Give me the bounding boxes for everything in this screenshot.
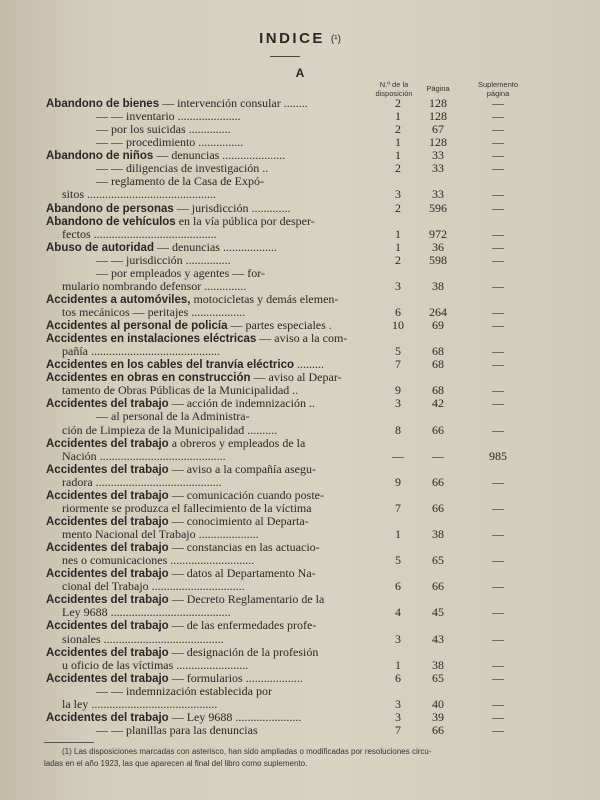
index-row bbox=[0, 149, 600, 162]
entry-detail: — intervención consular ........ bbox=[159, 96, 308, 110]
title-text: INDICE bbox=[259, 30, 325, 47]
page-number: 67 bbox=[432, 122, 444, 137]
supplement-page: — bbox=[492, 709, 504, 724]
supplement-page: — bbox=[492, 396, 504, 411]
supplement-page: 985 bbox=[489, 448, 507, 463]
entry-detail: radora .......................................... bbox=[62, 474, 222, 489]
disposicion-number: 3 bbox=[395, 278, 401, 293]
disposicion-number: 5 bbox=[395, 344, 401, 359]
entry-detail: — por los suicidas .............. bbox=[96, 122, 231, 137]
entry-detail: la ley .......................................... bbox=[62, 696, 218, 711]
index-row bbox=[0, 672, 600, 685]
disposicion-number: 1 bbox=[395, 657, 401, 672]
disposicion-number: 3 bbox=[395, 696, 401, 711]
index-row bbox=[0, 280, 600, 293]
supplement-page: — bbox=[492, 109, 504, 124]
supplement-page: — bbox=[492, 148, 504, 163]
index-row bbox=[0, 489, 600, 502]
entry-detail: — denuncias .................. bbox=[153, 239, 277, 254]
disposicion-number: 1 bbox=[395, 109, 401, 124]
supplement-page: — bbox=[492, 579, 504, 594]
disposicion-number: 6 bbox=[395, 579, 401, 594]
disposicion-number: 2 bbox=[395, 252, 401, 267]
column-header-line: página bbox=[486, 89, 510, 98]
supplement-page: — bbox=[492, 96, 504, 110]
entry-detail: — designación de la profesión bbox=[168, 644, 319, 659]
disposicion-number: 7 bbox=[395, 722, 401, 737]
page-number: — bbox=[432, 448, 444, 463]
index-row bbox=[0, 228, 600, 241]
entry-detail: tamento de Obras Públicas de la Municipalidad .. bbox=[62, 383, 299, 398]
supplement-page: — bbox=[492, 722, 504, 737]
entry-text bbox=[62, 280, 246, 293]
page-number: 68 bbox=[432, 344, 444, 359]
entry-detail: — — procedimiento ............... bbox=[96, 135, 244, 150]
entry-detail: — Ley 9688 ...................... bbox=[168, 709, 302, 724]
index-row bbox=[0, 110, 600, 123]
entry-detail: riormente se produzca el fallecimiento de la víctima bbox=[62, 500, 312, 515]
disposicion-number: 7 bbox=[395, 500, 401, 515]
index-row bbox=[0, 162, 600, 175]
entry-text bbox=[62, 580, 245, 593]
page-number: 33 bbox=[432, 187, 444, 202]
page-number: 128 bbox=[429, 96, 447, 110]
entry-detail: Nación .......................................... bbox=[62, 448, 226, 463]
page-number: 45 bbox=[432, 605, 444, 620]
index-row bbox=[0, 293, 600, 306]
entry-text bbox=[96, 123, 231, 136]
entry-heading: Accidentes del trabajo bbox=[46, 568, 169, 581]
entry-detail: sitos ........................................... bbox=[62, 187, 217, 202]
entry-detail: ......... bbox=[294, 357, 324, 372]
index-row bbox=[0, 254, 600, 267]
disposicion-number: 3 bbox=[395, 631, 401, 646]
entry-detail: ción de Limpieza de la Municipalidad .......... bbox=[62, 422, 278, 437]
entry-text bbox=[96, 254, 231, 267]
entry-detail: — jurisdicción ............. bbox=[173, 200, 291, 215]
entry-detail: — — diligencias de investigación .. bbox=[96, 161, 269, 176]
entry-detail: sionales ........................................ bbox=[62, 631, 224, 646]
entry-heading: Accidentes del trabajo bbox=[46, 594, 169, 607]
title-footnote-marker: (¹) bbox=[330, 34, 341, 45]
page-number: 66 bbox=[432, 579, 444, 594]
index-row bbox=[0, 541, 600, 554]
entry-detail: — — planillas para las denuncias bbox=[96, 722, 258, 737]
entry-heading: Abuso de autoridad bbox=[46, 241, 154, 254]
column-header-line: disposición bbox=[375, 89, 413, 98]
supplement-page: — bbox=[492, 226, 504, 241]
entry-detail: cional del Trabajo ............................... bbox=[62, 579, 245, 594]
index-row bbox=[0, 123, 600, 136]
disposicion-number: 8 bbox=[395, 422, 401, 437]
entry-text bbox=[96, 162, 268, 175]
disposicion-number: 5 bbox=[395, 553, 401, 568]
supplement-page: — bbox=[492, 252, 504, 267]
entry-detail: — — jurisdicción ............... bbox=[96, 252, 231, 267]
page-number: 40 bbox=[432, 696, 444, 711]
entry-text bbox=[62, 606, 231, 619]
entry-heading: Accidentes del trabajo bbox=[46, 620, 169, 633]
disposicion-number: 1 bbox=[395, 226, 401, 241]
index-row bbox=[0, 424, 600, 437]
supplement-page: — bbox=[492, 161, 504, 176]
entry-heading: Accidentes en instalaciones eléctricas bbox=[46, 333, 257, 346]
entry-text bbox=[62, 554, 254, 567]
supplement-page: — bbox=[492, 135, 504, 150]
entry-detail: en la vía pública por desper- bbox=[175, 213, 315, 228]
supplement-page: — bbox=[492, 631, 504, 646]
disposicion-number: 4 bbox=[395, 605, 401, 620]
entry-heading: Accidentes del trabajo bbox=[46, 398, 169, 411]
page-number: 65 bbox=[432, 553, 444, 568]
supplement-page: — bbox=[492, 344, 504, 359]
entry-detail: — al personal de la Administra- bbox=[96, 409, 250, 424]
disposicion-number: 1 bbox=[395, 527, 401, 541]
entry-detail: — — inventario ..................... bbox=[96, 109, 241, 124]
supplement-page: — bbox=[492, 422, 504, 437]
index-row bbox=[0, 685, 600, 698]
index-row bbox=[0, 580, 600, 593]
entry-detail: — comunicación cuando poste- bbox=[168, 487, 325, 502]
page-number: 38 bbox=[432, 657, 444, 672]
index-row bbox=[0, 450, 600, 463]
entry-detail: — de las enfermedades profe- bbox=[168, 618, 317, 633]
entry-text bbox=[96, 685, 272, 698]
disposicion-number: 6 bbox=[395, 305, 401, 319]
entry-heading: Accidentes del trabajo bbox=[46, 542, 169, 554]
page-number: 68 bbox=[432, 383, 444, 398]
page-number: 972 bbox=[429, 226, 447, 241]
disposicion-number: 1 bbox=[395, 135, 401, 150]
page-number: 598 bbox=[429, 252, 447, 267]
entry-text bbox=[62, 384, 298, 397]
footnote-rule bbox=[44, 742, 94, 743]
entry-detail: mulario nombrando defensor .............. bbox=[62, 278, 247, 293]
entry-detail: — aviso a la com- bbox=[256, 331, 348, 346]
disposicion-number: 9 bbox=[395, 474, 401, 489]
entry-heading: Abandono de bienes bbox=[46, 98, 160, 110]
supplement-page: — bbox=[492, 696, 504, 711]
disposicion-number: 7 bbox=[395, 357, 401, 372]
entry-heading: Accidentes del trabajo bbox=[46, 711, 169, 724]
index-row bbox=[0, 646, 600, 659]
entry-text bbox=[96, 410, 250, 423]
entry-heading: Abandono de niños bbox=[46, 150, 154, 163]
entry-heading: Accidentes del trabajo bbox=[46, 672, 169, 685]
entry-detail: pañía ........................................... bbox=[62, 344, 220, 359]
disposicion-number: 2 bbox=[395, 122, 401, 137]
disposicion-number: 6 bbox=[395, 670, 401, 685]
page-number: 38 bbox=[432, 278, 444, 293]
supplement-page: — bbox=[492, 383, 504, 398]
supplement-page: — bbox=[492, 474, 504, 489]
entry-detail: — reglamento de la Casa de Expó- bbox=[96, 174, 264, 189]
entry-text bbox=[62, 424, 277, 437]
entry-heading: Accidentes del trabajo bbox=[46, 515, 169, 528]
footnote bbox=[44, 746, 564, 770]
entry-detail: Ley 9688 ........................................ bbox=[62, 605, 231, 620]
page-number: 66 bbox=[432, 500, 444, 515]
index-row bbox=[0, 358, 600, 371]
entry-heading: Accidentes a automóviles, bbox=[46, 293, 191, 306]
index-row bbox=[0, 397, 600, 410]
supplement-page: — bbox=[492, 527, 504, 541]
entry-heading: Accidentes del trabajo bbox=[46, 489, 169, 502]
index-row bbox=[0, 136, 600, 149]
supplement-page: — bbox=[492, 357, 504, 372]
column-header-line: Página bbox=[426, 84, 450, 93]
column-header-line: Suplemento bbox=[477, 80, 519, 89]
page-number: 69 bbox=[432, 318, 444, 332]
supplement-page: — bbox=[492, 670, 504, 685]
entry-detail: — denuncias ..................... bbox=[153, 148, 286, 163]
disposicion-number: 3 bbox=[395, 709, 401, 724]
entry-detail: fectos ......................................... bbox=[62, 226, 217, 241]
index-row bbox=[0, 319, 600, 332]
index-row bbox=[0, 384, 600, 397]
entry-detail: motocicletas y demás elemen- bbox=[190, 291, 339, 306]
supplement-page: — bbox=[492, 187, 504, 202]
page-number: 42 bbox=[432, 396, 444, 411]
entry-heading: Abandono de personas bbox=[46, 202, 174, 215]
supplement-page: — bbox=[492, 657, 504, 672]
disposicion-number: 2 bbox=[395, 161, 401, 176]
supplement-page: — bbox=[492, 278, 504, 293]
entry-detail: nes o comunicaciones ............................ bbox=[62, 553, 255, 568]
disposicion-number: 3 bbox=[395, 187, 401, 202]
page-number: 66 bbox=[432, 722, 444, 737]
entry-heading: Accidentes en obras en construcción bbox=[46, 372, 251, 385]
entry-detail: — formularios ................... bbox=[168, 670, 303, 685]
entry-text bbox=[62, 228, 217, 241]
index-row bbox=[0, 345, 600, 358]
page-number: 38 bbox=[432, 527, 444, 541]
supplement-page: — bbox=[492, 318, 504, 332]
entry-text bbox=[96, 724, 258, 737]
supplement-page: — bbox=[492, 239, 504, 254]
entry-detail: — conocimiento al Departa- bbox=[168, 513, 309, 528]
column-header-line: N.º de la bbox=[379, 80, 409, 89]
entry-heading: Accidentes del trabajo bbox=[46, 646, 169, 659]
entry-detail: a obreros y empleados de la bbox=[168, 435, 306, 450]
entry-detail: mento Nacional del Trabajo .................... bbox=[62, 527, 259, 541]
page-number: 264 bbox=[429, 305, 447, 319]
page-number: 596 bbox=[429, 200, 447, 215]
disposicion-number: 3 bbox=[395, 396, 401, 411]
supplement-page: — bbox=[492, 200, 504, 215]
page-number: 128 bbox=[429, 109, 447, 124]
section-letter: A bbox=[295, 66, 305, 80]
index-row bbox=[0, 619, 600, 632]
entry-detail: — Decreto Reglamentario de la bbox=[168, 592, 325, 607]
index-row bbox=[0, 410, 600, 423]
entry-text bbox=[62, 476, 222, 489]
entry-detail: — datos al Departamento Na- bbox=[168, 566, 316, 581]
page-number: 66 bbox=[432, 474, 444, 489]
supplement-page: — bbox=[492, 305, 504, 319]
disposicion-number: 1 bbox=[395, 148, 401, 163]
footnote-line: ladas en el año 1923, las que aparecen al final del libro como suplemento. bbox=[44, 759, 308, 768]
entry-heading: Accidentes al personal de policía bbox=[46, 320, 228, 332]
entry-text bbox=[62, 306, 245, 319]
entry-detail: tos mecánicos — peritajes .................. bbox=[62, 305, 246, 319]
disposicion-number: 2 bbox=[395, 200, 401, 215]
entry-detail: — acción de indemnización .. bbox=[168, 396, 315, 411]
index-row bbox=[0, 241, 600, 254]
supplement-page: — bbox=[492, 605, 504, 620]
disposicion-number: — bbox=[392, 448, 404, 463]
entry-detail: — aviso a la compañía asegu- bbox=[168, 461, 316, 476]
index-row bbox=[0, 476, 600, 489]
disposicion-number: 1 bbox=[395, 239, 401, 254]
page-number: 43 bbox=[432, 631, 444, 646]
entry-heading: Abandono de vehículos bbox=[46, 215, 176, 228]
index-row bbox=[0, 515, 600, 528]
entry-text bbox=[62, 188, 216, 201]
page-number: 66 bbox=[432, 422, 444, 437]
index-row bbox=[0, 554, 600, 567]
disposicion-number: 10 bbox=[392, 318, 404, 332]
index-row bbox=[0, 215, 600, 228]
index-row bbox=[0, 711, 600, 724]
index-row bbox=[0, 724, 600, 737]
disposicion-number: 2 bbox=[395, 96, 401, 110]
entry-heading: Accidentes del trabajo bbox=[46, 437, 169, 450]
entry-detail: — — indemnización establecida por bbox=[96, 683, 272, 698]
index-row bbox=[0, 188, 600, 201]
entry-detail: u oficio de las víctimas ........................ bbox=[62, 657, 249, 672]
entry-detail: — constancias en las actuacio- bbox=[168, 540, 320, 554]
page-number: 128 bbox=[429, 135, 447, 150]
page-number: 68 bbox=[432, 357, 444, 372]
page-number: 33 bbox=[432, 148, 444, 163]
footnote-line: (1) Las disposiciones marcadas con asterisco, han sido ampliadas o modificadas por resoluciones circu- bbox=[62, 747, 432, 756]
supplement-page: — bbox=[492, 500, 504, 515]
entry-text bbox=[62, 345, 220, 358]
page-number: 39 bbox=[432, 709, 444, 724]
index-row bbox=[0, 606, 600, 619]
page-number: 36 bbox=[432, 239, 444, 254]
entry-detail: — partes especiales . bbox=[227, 318, 332, 332]
page-number: 33 bbox=[432, 161, 444, 176]
entry-detail: — aviso al Depar- bbox=[250, 370, 342, 385]
entry-detail: — por empleados y agentes — for- bbox=[96, 265, 266, 280]
supplement-page: — bbox=[492, 122, 504, 137]
entry-heading: Accidentes en los cables del tranvía eléctrico bbox=[46, 359, 294, 372]
supplement-page: — bbox=[492, 553, 504, 568]
page-number: 65 bbox=[432, 670, 444, 685]
entry-text bbox=[62, 450, 226, 463]
index-row bbox=[0, 97, 600, 110]
entry-heading: Accidentes del trabajo bbox=[46, 463, 169, 476]
disposicion-number: 9 bbox=[395, 383, 401, 398]
